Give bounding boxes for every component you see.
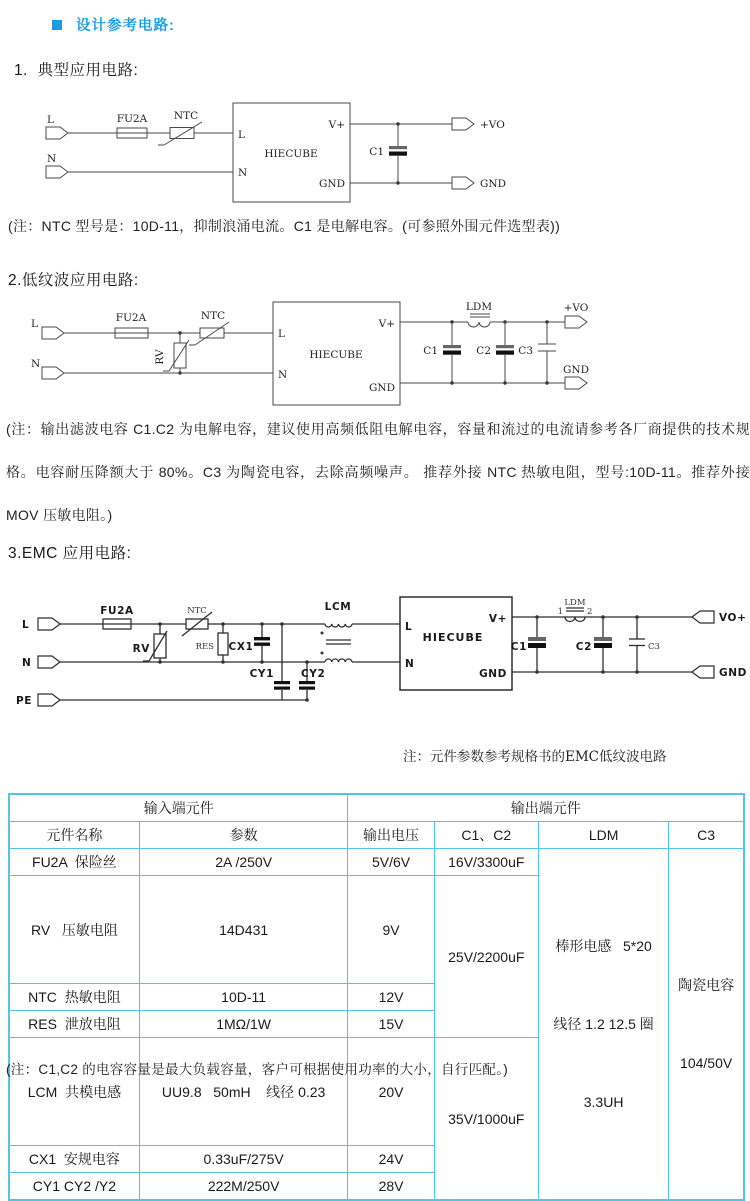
c3-label-res: RES — [195, 642, 214, 652]
terminal-N — [38, 656, 60, 668]
c3-ldm-pin2: 2 — [587, 607, 593, 617]
lcm-choke-symbol — [321, 624, 353, 662]
circuit1-typical-application — [0, 95, 750, 213]
rv-varistor-symbol — [163, 333, 189, 373]
c1-label-gnd: GND — [480, 178, 506, 190]
c3-ldm-pin1: 1 — [557, 607, 563, 617]
circuit3-emc — [0, 588, 750, 723]
c2-label-vo: +VO — [563, 302, 589, 314]
terminal-vo — [692, 611, 714, 623]
ldm-line2: 线径 1.2 12.5 圈 — [553, 1016, 654, 1032]
c3-pin-vplus: V+ — [488, 613, 507, 625]
c3-label-gnd: GND — [719, 667, 747, 679]
c3-line2: 104/50V — [680, 1055, 733, 1071]
c1-label-vo: +VO — [480, 119, 505, 131]
c2-label-cap1: C1 — [423, 345, 438, 357]
cell-c1c2: 16V/3300uF — [434, 849, 538, 876]
terminal-L — [38, 618, 60, 630]
cell-name: LCM 共模电感 — [9, 1038, 139, 1146]
module-name: HIECUBE — [309, 349, 363, 361]
cell-name: CX1 安规电容 — [9, 1146, 139, 1173]
c3-pin-gnd: GND — [479, 668, 507, 680]
capacitor-C1 — [389, 124, 407, 183]
c3-label-PE: PE — [16, 695, 33, 707]
table-row — [9, 849, 744, 876]
group-header-input: 输入端元件 — [9, 794, 348, 822]
c3-line1: 陶瓷电容 — [678, 977, 735, 993]
c2-label-cap3: C3 — [518, 345, 533, 357]
c1-label-cap1: C1 — [369, 146, 384, 158]
cell-name: CY1 CY2 /Y2 — [9, 1173, 139, 1201]
terminal-L — [42, 327, 64, 339]
terminal-L — [46, 127, 68, 139]
page-title — [52, 14, 175, 35]
module-name: HIECUBE — [422, 631, 484, 644]
cell-voltage: 15V — [348, 1011, 434, 1038]
c2-pin-N: N — [278, 369, 288, 381]
section1-heading: 1. 典型应用电路: — [14, 62, 139, 79]
terminal-gnd — [452, 177, 474, 189]
ldm-inductor-symbol — [468, 314, 490, 327]
c1-label-L: L — [47, 114, 54, 126]
ldm-inductor-symbol — [565, 608, 585, 622]
cell-name: RES 泄放电阻 — [9, 1011, 139, 1038]
c3-label-cx1: CX1 — [228, 641, 254, 653]
col-header-c3: C3 — [669, 822, 744, 849]
c3-label-N: N — [22, 657, 32, 669]
cell-name: RV 压敏电阻 — [9, 876, 139, 984]
capacitor-C1 — [528, 617, 546, 672]
c2-pin-vplus: V+ — [378, 318, 395, 330]
cell-c1c2: 25V/2200uF — [434, 876, 538, 1038]
c3-label-fuse: FU2A — [100, 605, 134, 617]
group-header-output: 输出端元件 — [348, 794, 744, 822]
section2-note: (注：输出滤波电容 C1.C2 为电解电容，建议使用高频低阻电解电容，容量和流过的电流请参考各厂商提供的技术规格。电容耐压降额大于 80%。C3 为陶瓷电容，去除高频噪声。 推荐外接 NTC 热敏电阻，型号:10D-11。推荐外接 MOV 压敏电阻。) — [6, 421, 750, 523]
c3-label-cap1: C1 — [510, 641, 527, 653]
square-bullet-icon — [52, 20, 62, 30]
col-header-name: 元件名称 — [9, 822, 139, 849]
emc-reference-note: 注：元件参数参考规格书的EMC低纹波电路 — [403, 749, 667, 765]
ldm-line1: 棒形电感 5*20 — [555, 938, 652, 954]
c3-label-cap3: C3 — [648, 642, 660, 652]
col-header-voltage: 输出电压 — [348, 822, 434, 849]
c1-pin-vplus: V+ — [328, 119, 345, 131]
cell-param: 1MΩ/1W — [139, 1011, 348, 1038]
footer-note: (注：C1,C2 的电容容量是最大负载容量，客户可根据使用功率的大小，自行匹配。) — [6, 1062, 509, 1077]
terminal-N — [42, 367, 64, 379]
c1-label-fuse: FU2A — [116, 113, 148, 125]
col-header-c1c2: C1、C2 — [434, 822, 538, 849]
c2-label-cap2: C2 — [476, 345, 491, 357]
capacitor-C1 — [443, 322, 461, 383]
cell-param: 10D-11 — [139, 984, 348, 1011]
capacitor-C2 — [594, 617, 612, 672]
component-table — [8, 793, 745, 1201]
c1-label-ntc: NTC — [173, 110, 199, 122]
terminal-PE — [38, 694, 60, 706]
terminal-vo — [565, 316, 587, 328]
terminal-gnd — [692, 666, 714, 678]
c3-pin-L: L — [405, 621, 413, 633]
section1-note: (注：NTC 型号是：10D-11，抑制浪涌电流。C1 是电解电容。(可参照外围元件选型表)) — [8, 218, 561, 234]
c3-label-cy1: CY1 — [249, 668, 274, 680]
c3-label-ldm: LDM — [564, 598, 586, 608]
cell-name: NTC 热敏电阻 — [9, 984, 139, 1011]
table-group-header-row — [9, 794, 744, 822]
c3-label-cy2: CY2 — [301, 668, 326, 680]
section3-heading: 3.EMC 应用电路: — [8, 545, 132, 562]
c2-label-rv: RV — [154, 349, 166, 365]
terminal-gnd — [565, 377, 587, 389]
col-header-ldm: LDM — [538, 822, 668, 849]
c3-label-lcm: LCM — [324, 601, 352, 613]
c3-label-cap2: C2 — [575, 641, 592, 653]
c1-pin-gnd: GND — [319, 178, 345, 190]
cell-param: UU9.8 50mH 线径 0.23 — [139, 1038, 348, 1146]
c2-label-L: L — [31, 318, 38, 330]
c1-pin-N: N — [238, 167, 248, 179]
cell-param: 2A /250V — [139, 849, 348, 876]
capacitor-C2 — [496, 322, 514, 383]
c2-pin-gnd: GND — [369, 382, 395, 394]
c3-label-vo: VO+ — [719, 612, 747, 624]
capacitor-C3 — [538, 322, 556, 383]
cell-c1c2: 35V/1000uF — [434, 1038, 538, 1201]
c3-pin-N: N — [405, 658, 415, 670]
cell-name: FU2A 保险丝 — [9, 849, 139, 876]
table-column-header-row — [9, 822, 744, 849]
c3-label-ntc: NTC — [187, 606, 207, 616]
capacitor-C3 — [629, 617, 645, 672]
module-name: HIECUBE — [264, 148, 318, 160]
c2-label-fuse: FU2A — [115, 312, 147, 324]
cell-voltage: 20V — [348, 1038, 434, 1146]
cell-param: 0.33uF/275V — [139, 1146, 348, 1173]
cell-voltage: 9V — [348, 876, 434, 984]
terminal-N — [46, 166, 68, 178]
res-resistor-symbol — [218, 624, 228, 662]
col-header-param: 参数 — [139, 822, 348, 849]
c2-label-N: N — [31, 358, 41, 370]
cell-c3 — [669, 849, 744, 1201]
terminal-vo — [452, 118, 474, 130]
cell-voltage: 28V — [348, 1173, 434, 1201]
c2-label-ntc: NTC — [200, 310, 226, 322]
c3-label-L: L — [22, 619, 30, 631]
c1-label-N: N — [47, 153, 57, 165]
c3-label-rv: RV — [132, 643, 150, 655]
page-title-text: 设计参考电路: — [76, 18, 175, 34]
section2-heading: 2.低纹波应用电路: — [8, 272, 139, 289]
cell-voltage: 24V — [348, 1146, 434, 1173]
c1-pin-L: L — [238, 129, 245, 141]
cell-param: 14D431 — [139, 876, 348, 984]
c2-label-gnd: GND — [563, 364, 589, 376]
cell-param: 222M/250V — [139, 1173, 348, 1201]
cell-voltage: 12V — [348, 984, 434, 1011]
circuit2-low-ripple — [0, 290, 750, 415]
c2-pin-L: L — [278, 328, 285, 340]
c2-label-ldm: LDM — [465, 301, 493, 313]
ldm-line3: 3.3UH — [583, 1094, 624, 1110]
cell-voltage: 5V/6V — [348, 849, 434, 876]
cx1-capacitor-symbol — [254, 624, 270, 662]
cell-ldm — [538, 849, 668, 1201]
